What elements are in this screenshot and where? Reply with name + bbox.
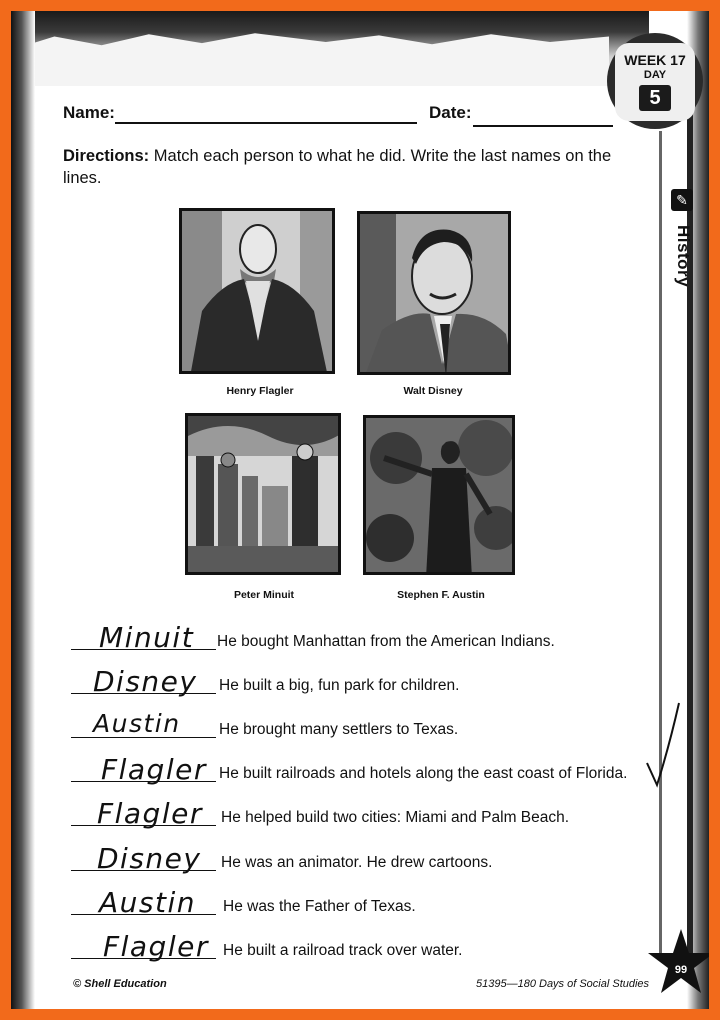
answer-row (71, 886, 661, 926)
disney-portrait-icon (360, 214, 511, 375)
austin-painting-icon (366, 418, 515, 575)
caption-walt-disney: Walt Disney (403, 385, 463, 397)
week-day-badge (607, 33, 703, 129)
minuit-painting-icon (188, 416, 341, 575)
answer-row (71, 797, 661, 837)
copyright: © Shell Education (73, 978, 167, 990)
directions (63, 145, 623, 189)
handwritten-answer: Austin (93, 709, 181, 738)
statement: He was an animator. He drew cartoons. (221, 854, 493, 871)
answer-row (71, 842, 661, 882)
date-label: Date: (429, 103, 472, 122)
handwritten-answer: Flagler (101, 753, 207, 786)
handwritten-answer: Disney (93, 665, 198, 698)
quill-icon: ✎ (671, 189, 693, 211)
week-label: WEEK 17 (624, 52, 686, 68)
statement: He built a big, fun park for children. (219, 677, 460, 694)
subject-label: History (674, 225, 693, 288)
photo-walt-disney (357, 211, 511, 375)
page-number: 99 (674, 964, 688, 976)
handwritten-answer: Disney (97, 842, 202, 875)
subject-tab (671, 189, 695, 339)
statement: He built railroads and hotels along the east coast of Florida. (219, 765, 628, 782)
torn-left-edge (11, 11, 35, 1011)
photo-peter-minuit (185, 413, 341, 575)
handwritten-answer: Minuit (99, 621, 195, 654)
handwritten-answer: Flagler (97, 797, 203, 830)
answer-row (71, 930, 661, 970)
day-label: DAY (643, 69, 667, 81)
statement: He was the Father of Texas. (223, 898, 416, 915)
handwritten-answer: Austin (99, 886, 196, 919)
answer-row (71, 709, 661, 749)
photo-stephen-austin (363, 415, 515, 575)
answer-row (71, 753, 661, 793)
statement: He brought many settlers to Texas. (219, 721, 459, 738)
name-field[interactable] (115, 122, 417, 124)
directions-lead: Directions: (63, 147, 150, 165)
day-number: 5 (639, 85, 671, 111)
answer-row (71, 621, 661, 661)
answer-row (71, 665, 661, 705)
flagler-portrait-icon (182, 211, 335, 374)
photo-henry-flagler (179, 208, 335, 374)
checkmark-icon (643, 697, 693, 797)
date-field[interactable] (473, 125, 613, 127)
caption-peter-minuit: Peter Minuit (233, 589, 295, 601)
book-title: 51395—180 Days of Social Studies (476, 978, 650, 990)
name-label: Name: (63, 103, 115, 122)
statement: He built a railroad track over water. (223, 942, 463, 959)
directions-text: Match each person to what he did. Write the last names on the lines. (63, 147, 612, 187)
handwritten-answer: Flagler (103, 930, 209, 963)
statement: He bought Manhattan from the American Indians. (217, 633, 555, 650)
statement: He helped build two cities: Miami and Palm Beach. (221, 809, 570, 826)
caption-henry-flagler: Henry Flagler (226, 385, 294, 397)
star-icon (647, 927, 715, 995)
caption-stephen-austin: Stephen F. Austin (397, 589, 485, 601)
